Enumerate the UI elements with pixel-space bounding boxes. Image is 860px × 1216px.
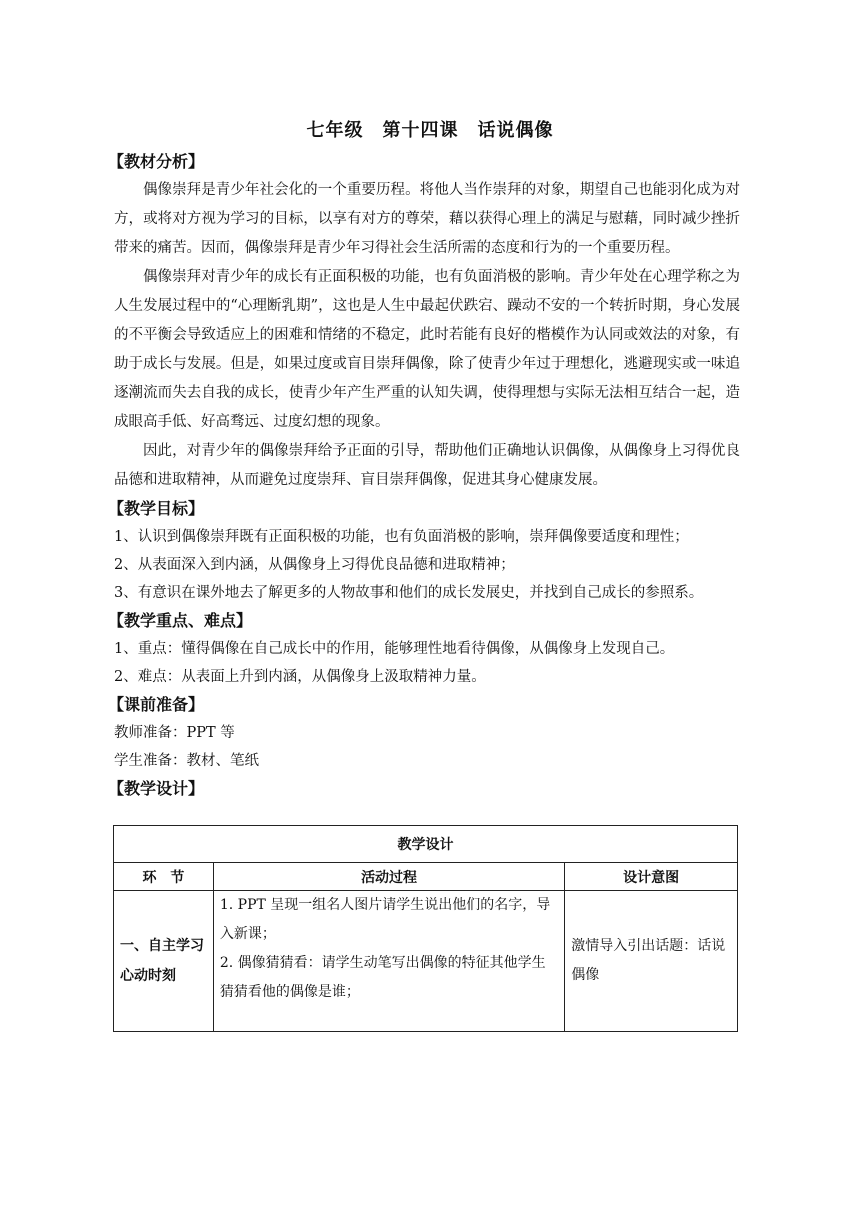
key-point-item: 1、重点：懂得偶像在自己成长中的作用，能够理性地看待偶像，从偶像身上发现自己。 [114, 641, 675, 657]
section-heading-preparation: 【课前准备】 [108, 695, 205, 714]
section-heading-goals: 【教学目标】 [108, 499, 205, 518]
table-row [114, 891, 738, 1032]
column-header-stage: 环 节 [114, 863, 214, 891]
section-heading-key-points: 【教学重点、难点】 [108, 611, 253, 630]
goal-item: 2、从表面深入到内涵，从偶像身上习得优良品德和进取精神； [114, 557, 515, 573]
intent-cell: 激情导入引出话题：话说偶像 [565, 891, 738, 1032]
analysis-paragraph: 因此，对青少年的偶像崇拜给予正面的引导，帮助他们正确地认识偶像，从偶像身上习得优良品德和进取精神，从而避免过度崇拜、盲目崇拜偶像，促进其身心健康发展。 [114, 443, 740, 488]
analysis-paragraph: 偶像崇拜是青少年社会化的一个重要历程。将他人当作崇拜的对象，期望自己也能羽化成为对方，或将对方视为学习的目标，以享有对方的尊荣，藉以获得心理上的满足与慰藉，同时减少挫折带来的痛苦。因而，偶像崇拜是青少年习得社会生活所需的态度和行为的一个重要历程。 [114, 182, 740, 256]
preparation-item: 教师准备：PPT 等 [114, 725, 235, 741]
column-header-intent: 设计意图 [565, 863, 738, 891]
goal-item: 1、认识到偶像崇拜既有正面积极的功能，也有负面消极的影响，崇拜偶像要适度和理性； [114, 529, 689, 545]
table-title: 教学设计 [114, 826, 738, 863]
activity-item: 1. PPT 呈现一组名人图片请学生说出他们的名字，导入新课； [219, 897, 551, 942]
key-point-item: 2、难点：从表面上升到内涵，从偶像身上汲取精神力量。 [114, 669, 486, 685]
section-heading-design: 【教学设计】 [108, 779, 205, 798]
stage-name: 一、自主学习 [120, 938, 204, 954]
activity-item: 2. 偶像猜猜看：请学生动笔写出偶像的特征其他学生猜猜看他的偶像是谁； [219, 955, 546, 1000]
lesson-design-table [113, 825, 738, 1032]
preparation-item: 学生准备：教材、笔纸 [114, 753, 259, 769]
section-heading-analysis: 【教材分析】 [108, 152, 205, 171]
lesson-title: 七年级 第十四课 话说偶像 [306, 120, 554, 141]
activity-cell [213, 891, 564, 1032]
goal-item: 3、有意识在课外地去了解更多的人物故事和他们的成长发展史，并找到自己成长的参照系。 [114, 585, 704, 601]
stage-cell [114, 891, 214, 1032]
stage-subtitle: 心动时刻 [120, 968, 176, 984]
lesson-content [108, 148, 740, 803]
analysis-paragraph: 偶像崇拜对青少年的成长有正面积极的功能，也有负面消极的影响。青少年处在心理学称之为人生发展过程中的“心理断乳期”，这也是人生中最起伏跌宕、躁动不安的一个转折时期，身心发展的不平衡会导致适应上的困难和情绪的不稳定，此时若能有良好的楷模作为认同或效法的对象，有助于成长与发展。但是，如果过度或盲目崇拜偶像，除了使青少年过于理想化，逃避现实或一味追逐潮流而失去自我的成长，使青少年产生严重的认知失调，使得理想与实际无法相互结合一起，造成眼高手低、好高骛远、过度幻想的现象。 [114, 269, 740, 430]
column-header-activity: 活动过程 [213, 863, 564, 891]
